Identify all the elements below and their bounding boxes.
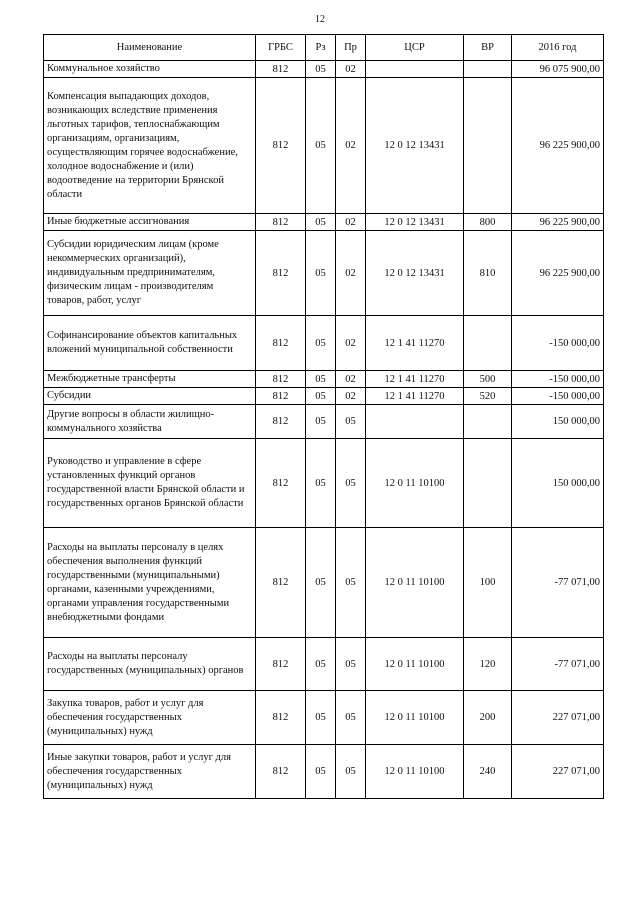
row-name: Коммунальное хозяйство	[44, 61, 256, 78]
row-rz: 05	[306, 231, 336, 316]
row-amount: -77 071,00	[512, 528, 604, 638]
row-pr: 05	[336, 405, 366, 439]
table-row	[44, 388, 604, 405]
row-vr: 200	[464, 691, 512, 745]
row-grbs: 812	[256, 214, 306, 231]
row-pr: 02	[336, 388, 366, 405]
row-csr: 12 0 11 10100	[366, 691, 464, 745]
row-amount: 150 000,00	[512, 405, 604, 439]
row-pr: 02	[336, 316, 366, 371]
row-csr: 12 0 11 10100	[366, 745, 464, 799]
row-rz: 05	[306, 371, 336, 388]
header-rz: Рз	[306, 35, 336, 61]
row-name: Расходы на выплаты персоналу в целях обеспечения выполнения функций государственными (муниципальными) органами, казенными учреждениями, органами управления государственными внебюджетными фондами	[44, 528, 256, 638]
row-grbs: 812	[256, 691, 306, 745]
row-csr	[366, 405, 464, 439]
header-pr: Пр	[336, 35, 366, 61]
table-row	[44, 231, 604, 316]
row-grbs: 812	[256, 231, 306, 316]
row-csr: 12 1 41 11270	[366, 371, 464, 388]
row-grbs: 812	[256, 638, 306, 691]
row-pr: 02	[336, 231, 366, 316]
row-name: Другие вопросы в области жилищно-коммунального хозяйства	[44, 405, 256, 439]
row-amount: -150 000,00	[512, 371, 604, 388]
table-row	[44, 405, 604, 439]
table-row	[44, 528, 604, 638]
header-vr: ВР	[464, 35, 512, 61]
row-amount: 96 075 900,00	[512, 61, 604, 78]
row-name: Руководство и управление в сфере установленных функций органов государственной власти Брянской области и государственных органов Брянской области	[44, 439, 256, 528]
header-grbs: ГРБС	[256, 35, 306, 61]
row-grbs: 812	[256, 388, 306, 405]
row-vr: 100	[464, 528, 512, 638]
row-amount: 227 071,00	[512, 745, 604, 799]
row-grbs: 812	[256, 61, 306, 78]
row-vr	[464, 405, 512, 439]
row-vr	[464, 316, 512, 371]
row-pr: 02	[336, 61, 366, 78]
page-number: 12	[315, 14, 325, 25]
row-csr: 12 0 11 10100	[366, 439, 464, 528]
row-csr: 12 1 41 11270	[366, 388, 464, 405]
header-name: Наименование	[44, 35, 256, 61]
row-csr: 12 0 11 10100	[366, 528, 464, 638]
budget-table	[43, 34, 604, 799]
row-name: Софинансирование объектов капитальных вложений муниципальной собственности	[44, 316, 256, 371]
row-vr: 520	[464, 388, 512, 405]
row-rz: 05	[306, 638, 336, 691]
row-name: Субсидии	[44, 388, 256, 405]
row-grbs: 812	[256, 371, 306, 388]
row-amount: -150 000,00	[512, 388, 604, 405]
table-row	[44, 61, 604, 78]
row-pr: 05	[336, 439, 366, 528]
row-grbs: 812	[256, 78, 306, 214]
row-name: Расходы на выплаты персоналу государственных (муниципальных) органов	[44, 638, 256, 691]
row-grbs: 812	[256, 745, 306, 799]
row-rz: 05	[306, 316, 336, 371]
table-row	[44, 638, 604, 691]
header-csr: ЦСР	[366, 35, 464, 61]
row-grbs: 812	[256, 528, 306, 638]
row-vr: 240	[464, 745, 512, 799]
row-name: Иные бюджетные ассигнования	[44, 214, 256, 231]
table-row	[44, 78, 604, 214]
row-pr: 05	[336, 691, 366, 745]
row-csr: 12 0 11 10100	[366, 638, 464, 691]
table-row	[44, 316, 604, 371]
table-row	[44, 214, 604, 231]
row-rz: 05	[306, 405, 336, 439]
row-rz: 05	[306, 439, 336, 528]
row-amount: 96 225 900,00	[512, 214, 604, 231]
row-rz: 05	[306, 388, 336, 405]
row-name: Межбюджетные трансферты	[44, 371, 256, 388]
row-amount: -77 071,00	[512, 638, 604, 691]
row-rz: 05	[306, 214, 336, 231]
row-amount: 227 071,00	[512, 691, 604, 745]
row-vr	[464, 78, 512, 214]
row-pr: 05	[336, 528, 366, 638]
row-vr: 120	[464, 638, 512, 691]
row-pr: 02	[336, 214, 366, 231]
header-year: 2016 год	[512, 35, 604, 61]
row-csr: 12 1 41 11270	[366, 316, 464, 371]
row-name: Закупка товаров, работ и услуг для обеспечения государственных (муниципальных) нужд	[44, 691, 256, 745]
table-row	[44, 691, 604, 745]
table-row	[44, 371, 604, 388]
row-amount: -150 000,00	[512, 316, 604, 371]
row-vr: 500	[464, 371, 512, 388]
row-pr: 02	[336, 78, 366, 214]
row-rz: 05	[306, 745, 336, 799]
row-rz: 05	[306, 528, 336, 638]
row-name: Компенсация выпадающих доходов, возникающих вследствие применения льготных тарифов, теплоснабжающим организациям, организациям, осуществляющим горячее водоснабжение, холодное водоснабжение и (или) водоотведение на территории Брянской области	[44, 78, 256, 214]
row-amount: 150 000,00	[512, 439, 604, 528]
row-pr: 02	[336, 371, 366, 388]
row-grbs: 812	[256, 405, 306, 439]
row-vr: 810	[464, 231, 512, 316]
row-vr	[464, 439, 512, 528]
row-csr	[366, 61, 464, 78]
row-csr: 12 0 12 13431	[366, 231, 464, 316]
row-pr: 05	[336, 745, 366, 799]
row-amount: 96 225 900,00	[512, 78, 604, 214]
row-rz: 05	[306, 78, 336, 214]
row-name: Субсидии юридическим лицам (кроме некоммерческих организаций), индивидуальным предпринимателям, физическим лицам - производителям товаров, работ, услуг	[44, 231, 256, 316]
row-rz: 05	[306, 61, 336, 78]
row-vr: 800	[464, 214, 512, 231]
table-header-row	[44, 35, 604, 61]
row-csr: 12 0 12 13431	[366, 78, 464, 214]
row-grbs: 812	[256, 316, 306, 371]
row-grbs: 812	[256, 439, 306, 528]
table-row	[44, 439, 604, 528]
row-csr: 12 0 12 13431	[366, 214, 464, 231]
row-vr	[464, 61, 512, 78]
row-amount: 96 225 900,00	[512, 231, 604, 316]
row-pr: 05	[336, 638, 366, 691]
table-row	[44, 745, 604, 799]
row-rz: 05	[306, 691, 336, 745]
row-name: Иные закупки товаров, работ и услуг для обеспечения государственных (муниципальных) нужд	[44, 745, 256, 799]
